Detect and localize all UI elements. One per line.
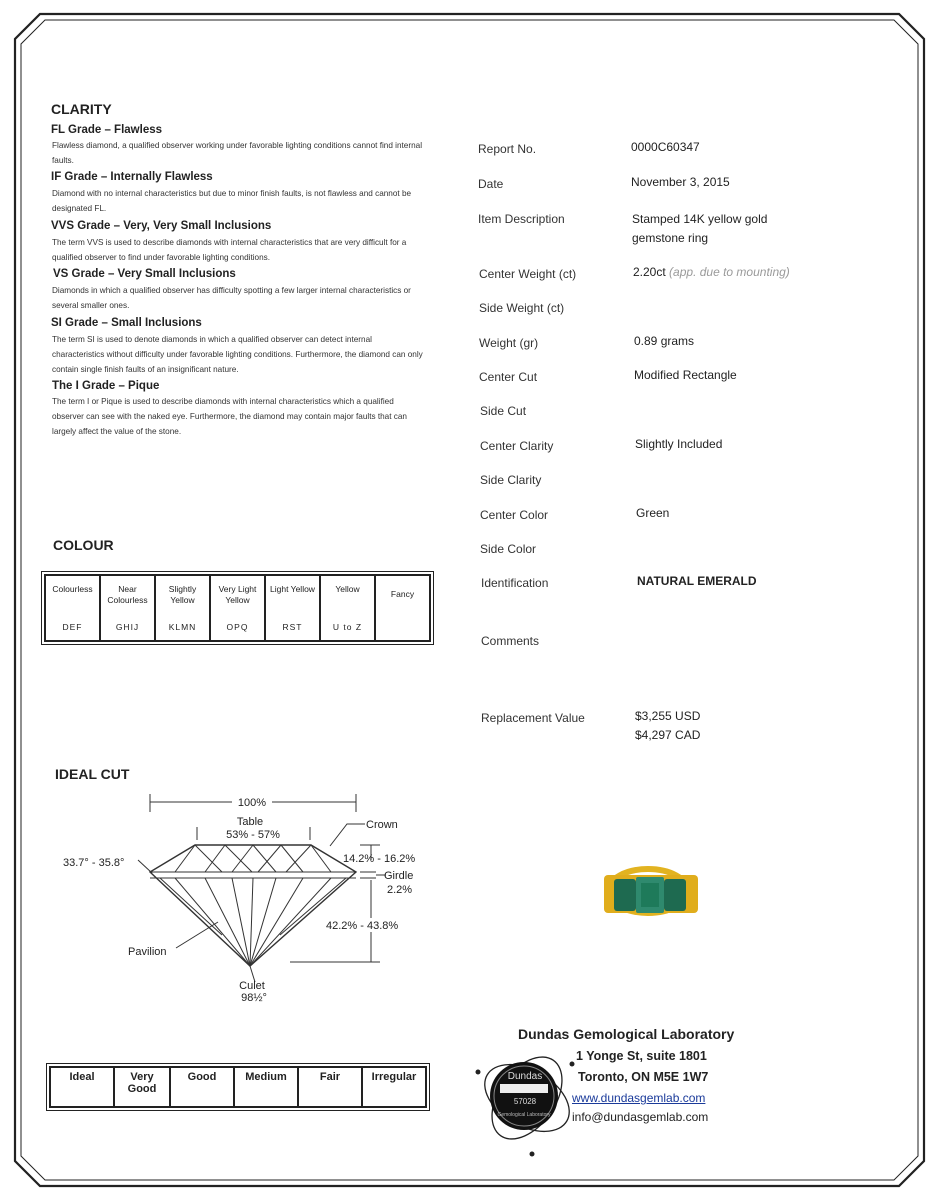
seal-ring: Gemological Laboratory (497, 1112, 551, 1118)
center-cut-value: Modified Rectangle (634, 368, 737, 382)
field-label: Date (478, 177, 504, 191)
colour-codes: U to Z (332, 622, 363, 632)
colour-codes: DEF (62, 622, 83, 632)
diagram-crown-height: 14.2% - 16.2% (343, 853, 416, 865)
colour-name: Yellow (335, 584, 360, 594)
clarity-grade-text: The term SI is used to denote diamonds in which a qualified observer can detect internal characteristics without difficulty under favorable lighting conditions. Furthermore, the diamond can only contain single finish faults of an insignificant nature. (52, 335, 423, 374)
clarity-grade-text: Diamonds in which a qualified observer has difficulty spotting a few larger internal characteristics or several smaller ones. (52, 286, 411, 310)
clarity-grade-text: The term VVS is used to describe diamonds with internal characteristics that are very difficult for a qualified observer to find under favorable lighting conditions. (52, 238, 407, 262)
field-label: Report No. (478, 142, 537, 156)
replacement-value-label: Replacement Value (481, 711, 585, 725)
colour-codes: RST (282, 622, 303, 632)
lab-website-link[interactable]: www.dundasgemlab.com (572, 1091, 706, 1105)
colour-name: Light Yellow (270, 584, 315, 594)
diagram-pavilion-depth: 42.2% - 43.8% (326, 920, 399, 932)
field-label: Comments (481, 634, 540, 648)
identification-value: NATURAL EMERALD (637, 574, 757, 588)
field-label: Side Cut (480, 404, 527, 418)
seal-brand: Dundas (507, 1071, 543, 1082)
clarity-grade-heading: VVS Grade – Very, Very Small Inclusions (51, 220, 272, 232)
diagram-total-width: 100% (237, 797, 267, 809)
field-label: Side Weight (ct) (479, 301, 565, 315)
clarity-grade-text: The term I or Pique is used to describe diamonds with internal characteristics which a qualified observer can see with the naked eye. Furthermore, the diamond may contain major faults that can largely affect the value of the stone. (52, 397, 407, 436)
center-color-value: Green (636, 506, 670, 520)
center-clarity-value: Slightly Included (635, 437, 723, 451)
diagram-crown-label: Crown (366, 819, 398, 831)
colour-title: COLOUR (53, 537, 114, 553)
field-label: Center Cut (479, 370, 538, 384)
field-label: Side Color (480, 542, 537, 556)
cut-grade-cell: Fair (298, 1067, 362, 1107)
diagram-girdle-value: 2.2% (387, 884, 413, 896)
ring-photo (596, 855, 706, 935)
clarity-grade-text: Diamond with no internal characteristics but due to minor finish faults, is not flawless and cannot be designated FL. (52, 189, 412, 213)
lab-address-line1: 1 Yonge St, suite 1801 (576, 1049, 707, 1063)
report-number-value: 0000C60347 (631, 140, 700, 154)
clarity-grade-heading: The I Grade – Pique (52, 380, 160, 392)
clarity-grade-text: Flawless diamond, a qualified observer working under favorable lighting conditions cannot find internal faults. (52, 141, 423, 165)
clarity-grade-heading: VS Grade – Very Small Inclusions (53, 268, 236, 280)
colour-name: Slightly Yellow (168, 584, 197, 605)
diagram-crown-angle: 33.7° - 35.8° (63, 857, 125, 869)
clarity-title: CLARITY (51, 101, 112, 117)
cut-grade-cell: Good (170, 1067, 234, 1107)
lab-name: Dundas Gemological Laboratory (518, 1026, 735, 1042)
cut-grade-cell: Medium (234, 1067, 298, 1107)
diagram-culet-angle: 98½° (241, 992, 267, 1004)
date-value: November 3, 2015 (631, 175, 730, 189)
field-label: Weight (gr) (479, 336, 539, 350)
field-label: Item Description (478, 212, 565, 226)
seal-number: 57028 (513, 1097, 537, 1106)
clarity-grade-heading: FL Grade – Flawless (51, 124, 163, 136)
item-description-value: Stamped 14K yellow gold gemstone ring (632, 212, 768, 245)
field-label: Identification (481, 576, 549, 590)
colour-codes: OPQ (226, 622, 249, 632)
lab-address-line2: Toronto, ON M5E 1W7 (578, 1070, 709, 1084)
lab-seal (472, 1028, 582, 1168)
colour-name: Colourless (52, 584, 93, 594)
diagram-table-range: 53% - 57% (226, 829, 280, 841)
cut-grade-cell: Very Good (114, 1067, 170, 1107)
cut-grade-cell: Irregular (362, 1067, 426, 1107)
center-weight (633, 265, 790, 279)
ideal-cut-title: IDEAL CUT (55, 766, 130, 782)
cut-grade-table (49, 1066, 427, 1108)
field-label: Center Color (480, 508, 549, 522)
diagram-girdle-label: Girdle (384, 870, 414, 882)
clarity-grade-heading: SI Grade – Small Inclusions (51, 317, 202, 329)
field-label: Center Clarity (480, 439, 554, 453)
lab-email[interactable]: info@dundasgemlab.com (572, 1110, 709, 1124)
colour-codes: KLMN (168, 622, 197, 632)
colour-name: Very Light Yellow (218, 584, 257, 605)
colour-codes: GHIJ (115, 622, 140, 632)
center-weight-value: 2.20ct (633, 265, 666, 279)
field-label: Center Weight (ct) (479, 267, 577, 281)
colour-name: Fancy (390, 589, 415, 599)
diagram-table-label: Table (236, 816, 264, 828)
diagram-pavilion-label: Pavilion (128, 946, 167, 958)
center-weight-note: (app. due to mounting) (669, 265, 790, 279)
clarity-grade-heading: IF Grade – Internally Flawless (51, 171, 213, 183)
field-label: Side Clarity (480, 473, 542, 487)
replacement-cad: $4,297 CAD (635, 728, 701, 742)
cut-grade-cell: Ideal (50, 1067, 114, 1107)
colour-name: Near Colourless (107, 584, 148, 605)
replacement-usd: $3,255 USD (635, 709, 701, 723)
diagram-culet-label: Culet (239, 980, 265, 992)
weight-value: 0.89 grams (634, 334, 695, 348)
